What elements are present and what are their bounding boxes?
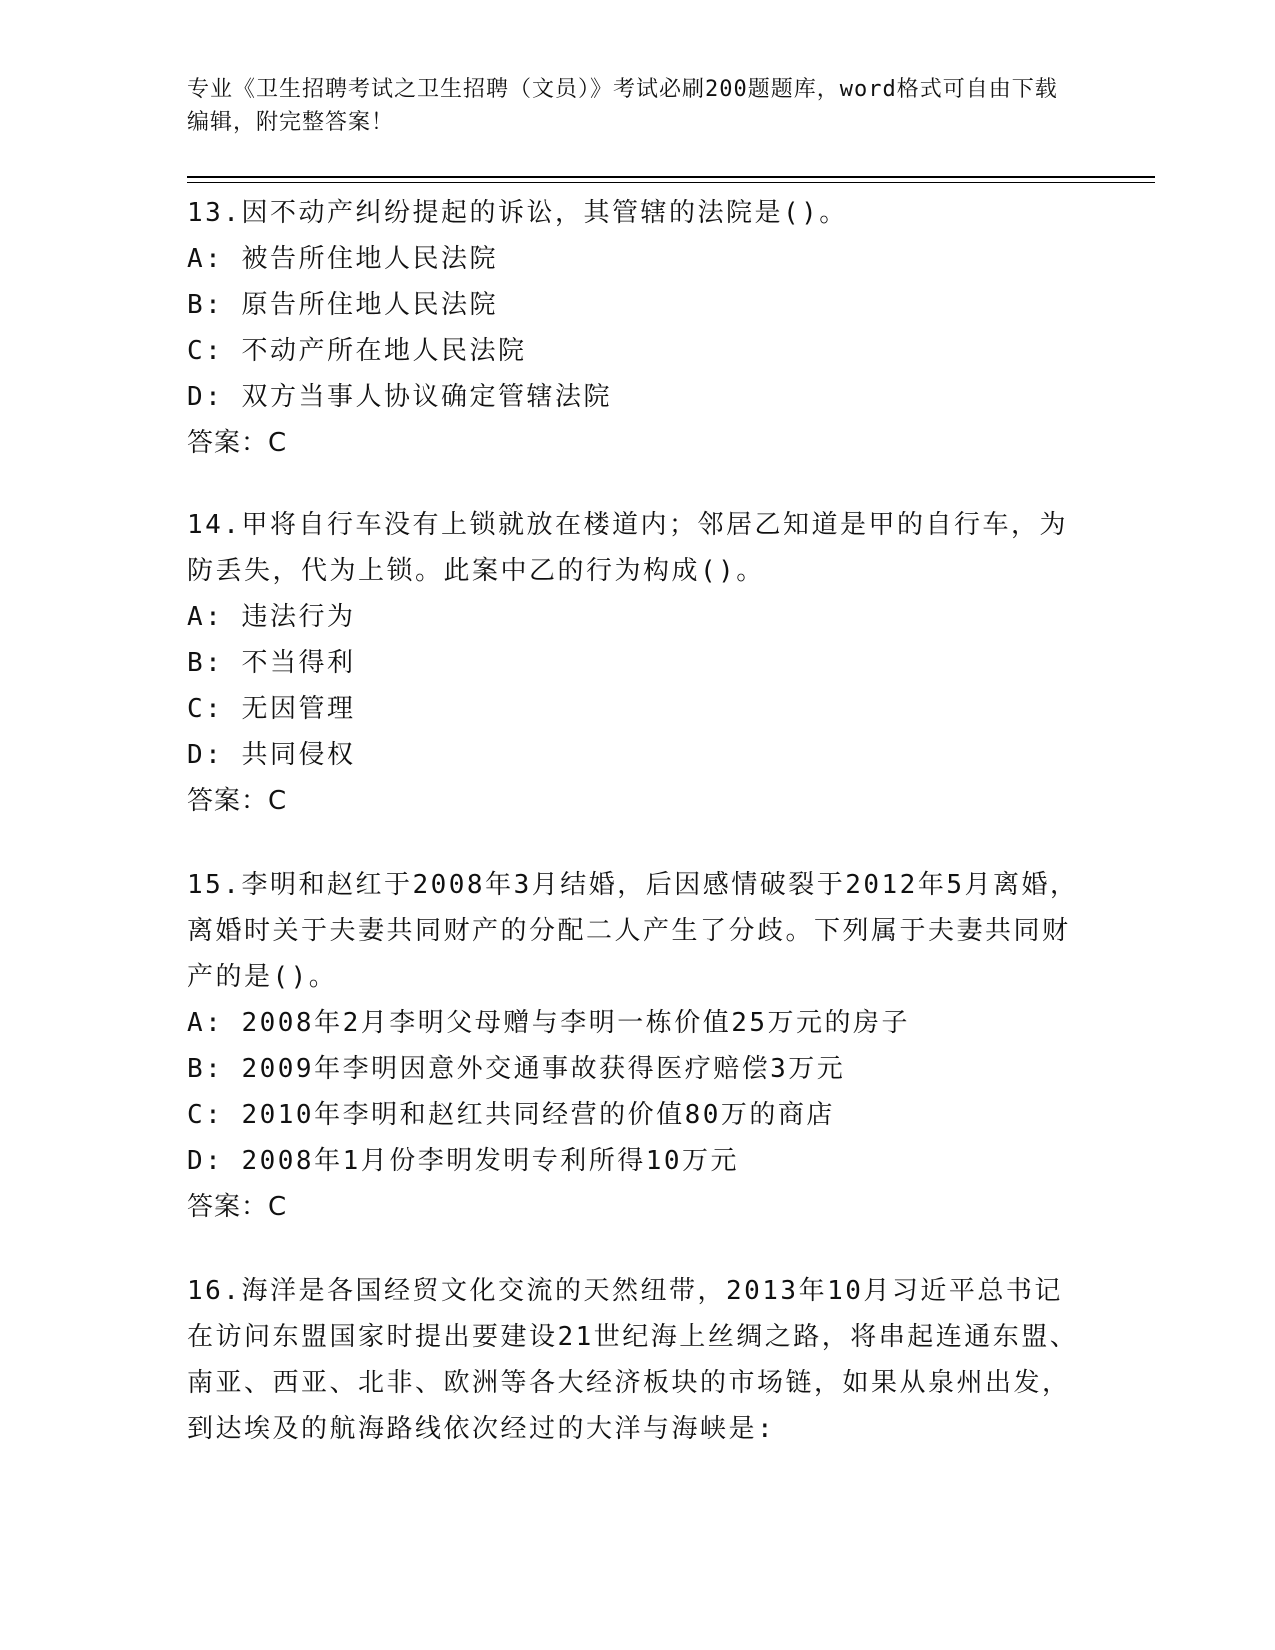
document-header: 专业《卫生招聘考试之卫生招聘（文员）》考试必刷200题题库，word格式可自由下载编辑，附完整答案！ xyxy=(187,77,1058,135)
header-divider-thick xyxy=(187,176,1155,178)
question-16 xyxy=(187,1268,1082,1452)
option-c: C: 2010年李明和赵红共同经营的价值80万的商店 xyxy=(187,1100,835,1130)
option-b: B: 不当得利 xyxy=(187,648,356,678)
question-14 xyxy=(187,502,1082,824)
option-b: B: 2009年李明因意外交通事故获得医疗赔偿3万元 xyxy=(187,1054,846,1084)
question-stem: 14.甲将自行车没有上锁就放在楼道内；邻居乙知道是甲的自行车，为防丢失，代为上锁。此案中乙的行为构成()。 xyxy=(187,510,1068,586)
answer-line: 答案：C xyxy=(187,1192,288,1222)
option-c: C: 无因管理 xyxy=(187,694,356,724)
question-stem: 13.因不动产纠纷提起的诉讼，其管辖的法院是()。 xyxy=(187,198,848,228)
option-d: D: 共同侵权 xyxy=(187,740,356,770)
answer-line: 答案：C xyxy=(187,428,288,458)
option-b: B: 原告所住地人民法院 xyxy=(187,290,498,320)
option-a: A: 被告所住地人民法院 xyxy=(187,244,498,274)
question-stem: 15.李明和赵红于2008年3月结婚，后因感情破裂于2012年5月离婚，离婚时关于夫妻共同财产的分配二人产生了分歧。下列属于夫妻共同财产的是()。 xyxy=(187,870,1079,992)
answer-line: 答案：C xyxy=(187,786,288,816)
question-13 xyxy=(187,190,1082,466)
option-c: C: 不动产所在地人民法院 xyxy=(187,336,527,366)
option-d: D: 2008年1月份李明发明专利所得10万元 xyxy=(187,1146,740,1176)
option-a: A: 2008年2月李明父母赠与李明一栋价值25万元的房子 xyxy=(187,1008,911,1038)
question-15 xyxy=(187,862,1082,1230)
header-divider-thin xyxy=(187,182,1155,183)
option-a: A: 违法行为 xyxy=(187,602,356,632)
question-stem: 16.海洋是各国经贸文化交流的天然纽带，2013年10月习近平总书记在访问东盟国家时提出要建设21世纪海上丝绸之路，将串起连通东盟、南亚、西亚、北非、欧洲等各大经济板块的市场链，如果从泉州出发，到达埃及的航海路线依次经过的大洋与海峡是: xyxy=(187,1276,1079,1444)
option-d: D: 双方当事人协议确定管辖法院 xyxy=(187,382,612,412)
